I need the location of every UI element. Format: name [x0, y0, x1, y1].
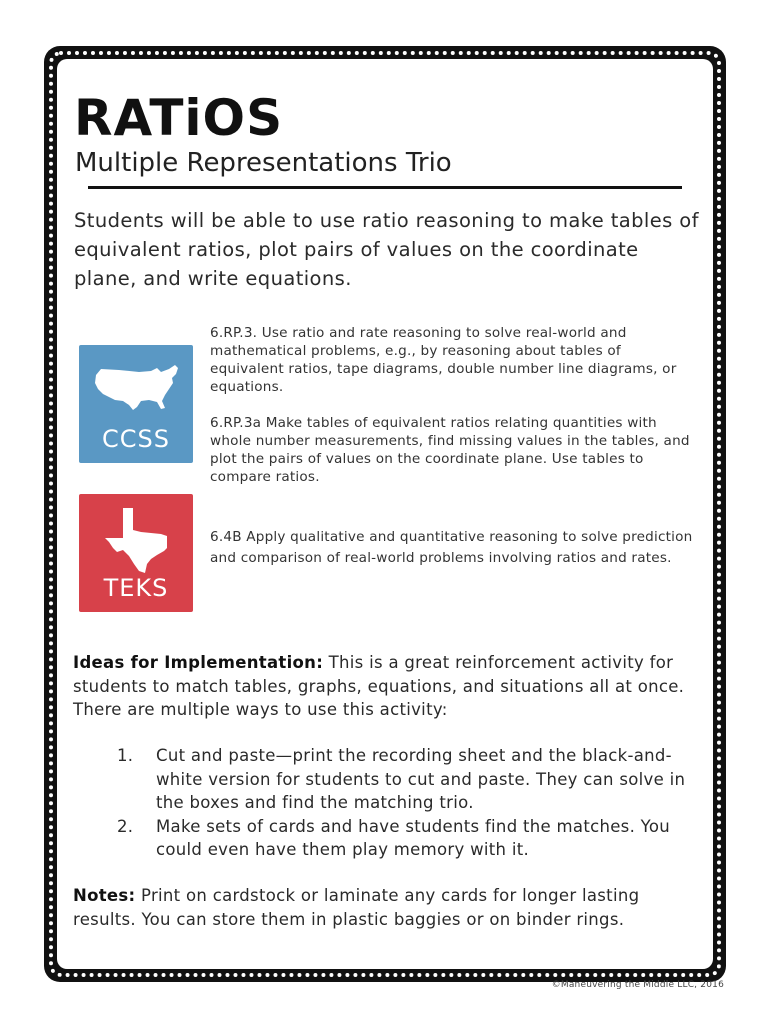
intro-paragraph: Students will be able to use ratio reasoning to make tables of equivalent ratios, plot pairs of values on the coordinate plane, and write equations.	[74, 209, 699, 290]
texas-map-icon	[79, 494, 193, 584]
standard-6-4b: 6.4B Apply qualitative and quantitative reasoning to solve prediction and comparison of real-world problems involving ratios and rates.	[210, 529, 693, 566]
title-divider	[88, 186, 682, 189]
list-item-number: 2.	[117, 816, 134, 836]
page-subtitle: Multiple Representations Trio	[75, 148, 452, 178]
notes-paragraph	[73, 884, 703, 931]
list-item-text: Make sets of cards and have students find the matches. You could even have them play memory with it.	[156, 816, 670, 859]
list-item-text: Cut and paste—print the recording sheet and the black-and-white version for students to cut and paste. They can solve in the boxes and find the matching trio.	[156, 746, 686, 812]
implementation-list	[117, 744, 707, 862]
copyright-notice: ©Maneuvering the Middle LLC, 2016	[551, 980, 724, 990]
implementation-paragraph	[73, 651, 703, 722]
list-item	[117, 815, 707, 862]
standard-6rp3a: 6.RP.3a Make tables of equivalent ratios relating quantities with whole number measurements, find missing values in the tables, and plot the pairs of values on the coordinate plane. Use tables to compare ratios.	[210, 415, 690, 485]
notes-heading: Notes:	[73, 886, 136, 905]
teks-label: TEKS	[103, 574, 169, 602]
list-item-number: 1.	[117, 746, 134, 765]
implementation-heading: Ideas for Implementation:	[73, 653, 324, 672]
teks-badge	[79, 494, 193, 612]
list-item	[117, 744, 707, 815]
usa-map-icon	[79, 345, 193, 435]
notes-text: Print on cardstock or laminate any cards for longer lasting results. You can store them in plastic baggies or on binder rings.	[73, 886, 640, 929]
ccss-badge	[79, 345, 193, 463]
ccss-label: CCSS	[102, 425, 170, 453]
standard-6rp3: 6.RP.3. Use ratio and rate reasoning to solve real-world and mathematical problems, e.g., by reasoning about tables of equivalent ratios, tape diagrams, double number line diagrams, or equations.	[210, 325, 677, 395]
page-title: RATiOS	[74, 89, 284, 147]
implementation-text: This is a great reinforcement activity for students to match tables, graphs, equations, and situations all at once. There are multiple ways to use this activity:	[73, 653, 685, 719]
